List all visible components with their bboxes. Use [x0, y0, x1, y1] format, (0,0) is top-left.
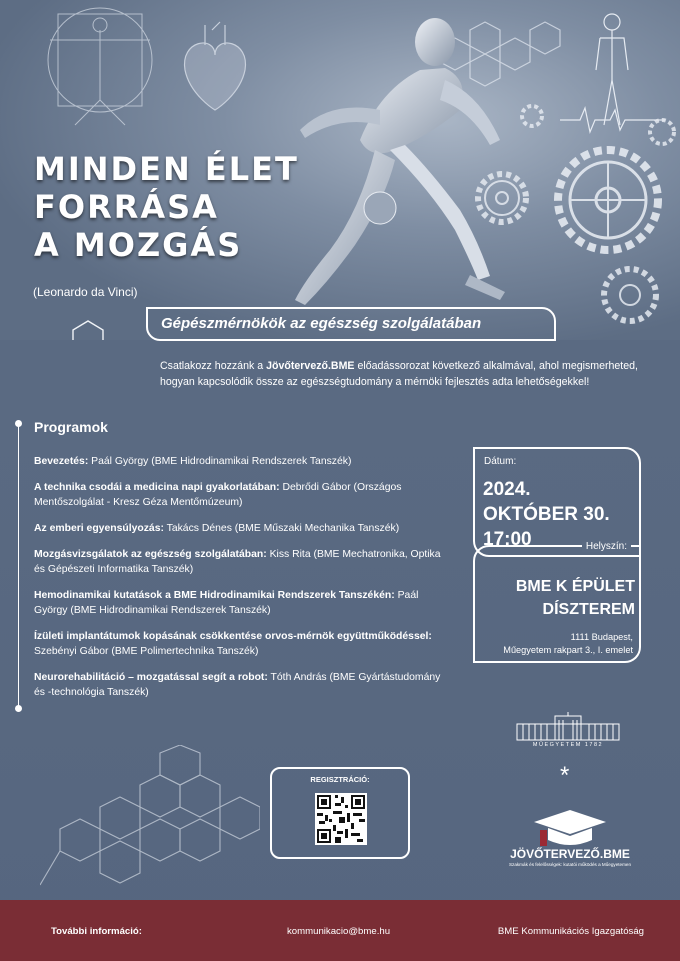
hex-network-left-icon [20, 321, 103, 340]
footer [0, 900, 680, 961]
program-topic: Mozgásvizsgálatok az egészség szolgálatában: [34, 549, 267, 560]
quote-author: (Leonardo da Vinci) [33, 285, 138, 299]
gear-large-icon [558, 150, 658, 250]
place-label: Helyszín: [582, 541, 631, 552]
place-box [473, 541, 641, 663]
program-speaker: Paál György (BME Hidrodinamikai Rendszerek Tanszék) [88, 456, 352, 467]
vitruvian-man-icon [48, 8, 152, 125]
jovoterv-logo-text: JÖVŐTERVEZŐ.BME [510, 847, 630, 861]
program-item [34, 629, 454, 659]
program-topic: Neurorehabilitáció – mozgatással segít a robot: [34, 672, 268, 683]
title-line: MINDEN ÉLET [34, 150, 299, 188]
intro-brand: Jövőtervező.BME [266, 360, 355, 372]
program-speaker: Takács Dénes (BME Műszaki Mechanika Tanszék) [163, 523, 400, 534]
jovoterv-logo-subtext: Szakmák és felelősségek: kutatói működés a Műegyetemen [508, 862, 632, 867]
program-item [34, 480, 454, 510]
date-line: 17:00 [483, 529, 532, 550]
hex-network-bottom-icon [40, 745, 260, 890]
hex-network-top-icon [440, 22, 560, 86]
place-line: DÍSZTEREM [542, 601, 635, 618]
heart-icon [185, 22, 246, 110]
programs-title: Programok [34, 419, 108, 435]
asterisk-separator: * [560, 762, 570, 789]
subtitle-box [146, 307, 556, 341]
program-topic: Hemodinamikai kutatások a BME Hidrodinamikai Rendszerek Tanszékén: [34, 590, 395, 601]
address-line: 1111 Budapest, [570, 632, 633, 642]
program-speaker: Debrődi Gábor (Országos Mentőszolgálat - Kresz Géza Mentőmúzeum) [34, 482, 402, 508]
program-speaker: Paál György (BME Hidrodinamikai Rendszerek Tanszék) [34, 590, 419, 616]
place-line: BME K ÉPÜLET [515, 578, 635, 595]
place-value [516, 575, 635, 621]
program-topic: Az emberi egyensúlyozás: [34, 523, 164, 534]
footer-email-link[interactable]: kommunikacio@bme.hu [287, 926, 391, 937]
graduation-cap-icon [530, 806, 610, 850]
title-line: FORRÁSA [34, 188, 219, 226]
place-address [503, 631, 633, 657]
program-item [34, 588, 454, 618]
intro-text-before: Csatlakozz hozzánk a [160, 360, 267, 372]
anatomy-figure-icon [560, 14, 665, 132]
date-line: 2024. [483, 479, 531, 500]
program-item [34, 521, 454, 536]
programs-timeline-line [18, 422, 19, 708]
registration-label: REGISZTRÁCIÓ: [310, 775, 370, 784]
intro-text-after: előadássorozat következő alkalmával, ahol megismerheted, hogyan kapcsolódik össze az egészségtudomány a mérnöki fejlesztés adta lehetőségekkel! [160, 360, 638, 388]
timeline-dot-icon [15, 420, 22, 427]
program-topic: Bevezetés: [34, 456, 89, 467]
muegyetem-text: MŰEGYETEM 1782 [532, 742, 604, 748]
program-item [34, 670, 454, 700]
gear-medium-icon [478, 174, 526, 222]
footer-organization: BME Kommunikációs Igazgatóság [497, 926, 644, 937]
programs-list [34, 454, 454, 711]
timeline-dot-icon [15, 705, 22, 712]
program-speaker: Szebényi Gábor (BME Polimertechnika Tanszék) [34, 646, 259, 657]
program-speaker: Tóth András (BME Gyártástudomány és -technológia Tanszék) [34, 672, 441, 698]
gear-small-icon [522, 106, 674, 321]
address-line: Műegyetem rakpart 3., I. emelet [503, 645, 633, 655]
program-item [34, 454, 454, 469]
date-line: OKTÓBER 30. [483, 504, 610, 525]
page-title [34, 150, 299, 264]
program-item [34, 547, 454, 577]
footer-info-label: További információ: [51, 926, 142, 937]
program-topic: Ízületi implantátumok kopásának csökkentése orvos-mérnök együttműködéssel: [34, 631, 432, 642]
qr-code-icon[interactable] [315, 793, 367, 845]
title-line: A MOZGÁS [34, 226, 243, 264]
intro-paragraph [160, 358, 638, 390]
program-topic: A technika csodái a medicina napi gyakorlatában: [34, 482, 280, 493]
subtitle-text: Gépészmérnökök az egészség szolgálatában [161, 315, 482, 332]
registration-box[interactable] [270, 767, 410, 859]
date-label: Dátum: [484, 456, 517, 467]
program-speaker: Kiss Rita (BME Mechatronika, Optika és Gépészeti Informatika Tanszék) [34, 549, 441, 575]
runner-robot-icon [295, 18, 505, 305]
